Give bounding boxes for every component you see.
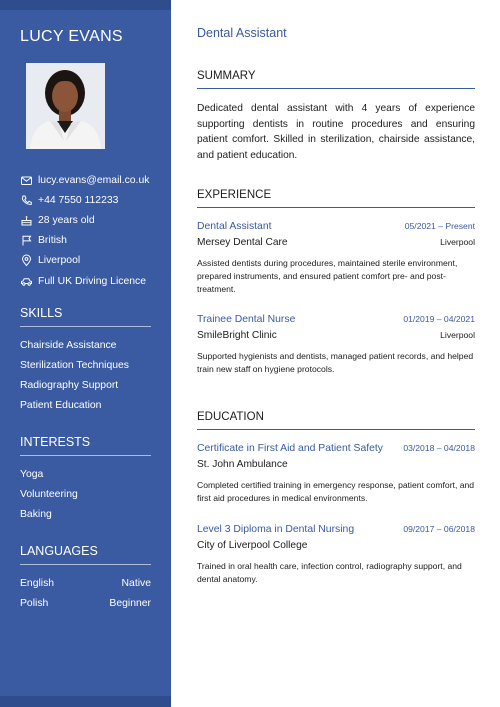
- languages-heading: LANGUAGES: [20, 544, 151, 565]
- languages-section: [20, 544, 151, 613]
- entry-location: Liverpool: [440, 330, 475, 340]
- entry-description: Completed certified training in emergency response, patient comfort, and first aid procedures in medical environments.: [197, 480, 475, 503]
- education-entry: [197, 524, 475, 586]
- skills-section: [20, 306, 151, 416]
- cake-icon: [20, 214, 33, 227]
- candidate-name: LUCY EVANS: [20, 28, 123, 45]
- summary-heading: SUMMARY: [197, 70, 475, 89]
- education-heading: EDUCATION: [197, 411, 475, 430]
- contact-licence-text: Full UK Driving Licence: [38, 275, 146, 287]
- education-entry: [197, 443, 475, 505]
- entry-organization: St. John Ambulance: [197, 459, 288, 470]
- language-row: [20, 573, 151, 593]
- contact-nationality: [20, 231, 160, 251]
- contact-list: [20, 170, 160, 291]
- language-name: English: [20, 577, 55, 589]
- job-title: Dental Assistant: [197, 26, 287, 40]
- skill-item: Patient Education: [20, 400, 102, 412]
- contact-email[interactable]: [20, 170, 160, 190]
- language-level: Beginner: [109, 597, 151, 609]
- phone-icon: [20, 194, 33, 207]
- entry-organization: SmileBright Clinic: [197, 330, 277, 341]
- entry-location: Liverpool: [440, 237, 475, 247]
- language-level: Native: [121, 577, 151, 589]
- entry-dates: 01/2019 – 04/2021: [403, 314, 475, 324]
- contact-nationality-text: British: [38, 235, 67, 247]
- contact-location: [20, 251, 160, 271]
- car-icon: [20, 275, 33, 288]
- experience-entry: [197, 314, 475, 376]
- flag-icon: [20, 234, 33, 247]
- sidebar-bottom-bar: [0, 696, 171, 707]
- entry-organization: City of Liverpool College: [197, 540, 308, 551]
- entry-title: Trainee Dental Nurse: [197, 314, 296, 325]
- interest-item: Yoga: [20, 468, 44, 480]
- interest-item: Baking: [20, 508, 52, 520]
- contact-age-text: 28 years old: [38, 214, 95, 226]
- entry-title: Level 3 Diploma in Dental Nursing: [197, 524, 355, 535]
- interests-section: [20, 435, 151, 525]
- email-icon: [20, 174, 33, 187]
- entry-dates: 05/2021 – Present: [404, 221, 475, 231]
- language-name: Polish: [20, 597, 49, 609]
- sidebar: [0, 0, 171, 707]
- skill-item: Chairside Assistance: [20, 339, 117, 351]
- entry-dates: 03/2018 – 04/2018: [403, 443, 475, 453]
- entry-description: Supported hygienists and dentists, managed patient records, and helped train new staff on hygiene protocols.: [197, 351, 474, 374]
- interest-item: Volunteering: [20, 488, 78, 500]
- contact-licence: [20, 271, 160, 291]
- entry-organization: Mersey Dental Care: [197, 237, 288, 248]
- interests-heading: INTERESTS: [20, 435, 151, 456]
- experience-entry: [197, 221, 475, 296]
- contact-phone[interactable]: [20, 190, 160, 210]
- entry-description: Assisted dentists during procedures, maintained sterile environment, prepared instruments, and ensured patient comfort pre- and post-treatment.: [197, 258, 458, 294]
- entry-title: Dental Assistant: [197, 221, 272, 232]
- experience-heading: EXPERIENCE: [197, 189, 475, 208]
- summary-text: Dedicated dental assistant with 4 years of experience supporting dentists in routine procedures and ensuring patient comfort. Skilled in sterilization, chairside assistance, and patient education.: [197, 103, 475, 161]
- skill-item: Sterilization Techniques: [20, 359, 129, 371]
- location-pin-icon: [20, 254, 33, 267]
- sidebar-top-bar: [0, 0, 171, 10]
- entry-description: Trained in oral health care, infection control, radiography support, and dental anatomy.: [197, 561, 462, 584]
- contact-location-text: Liverpool: [38, 255, 81, 267]
- skills-heading: SKILLS: [20, 306, 151, 327]
- skill-item: Radiography Support: [20, 379, 119, 391]
- language-row: [20, 593, 151, 613]
- entry-title: Certificate in First Aid and Patient Safety: [197, 443, 383, 454]
- contact-phone-text: +44 7550 112233: [38, 194, 119, 206]
- contact-email-text: lucy.evans@email.co.uk: [38, 174, 150, 186]
- entry-dates: 09/2017 – 06/2018: [403, 524, 475, 534]
- profile-photo: [26, 63, 105, 149]
- contact-age: [20, 210, 160, 230]
